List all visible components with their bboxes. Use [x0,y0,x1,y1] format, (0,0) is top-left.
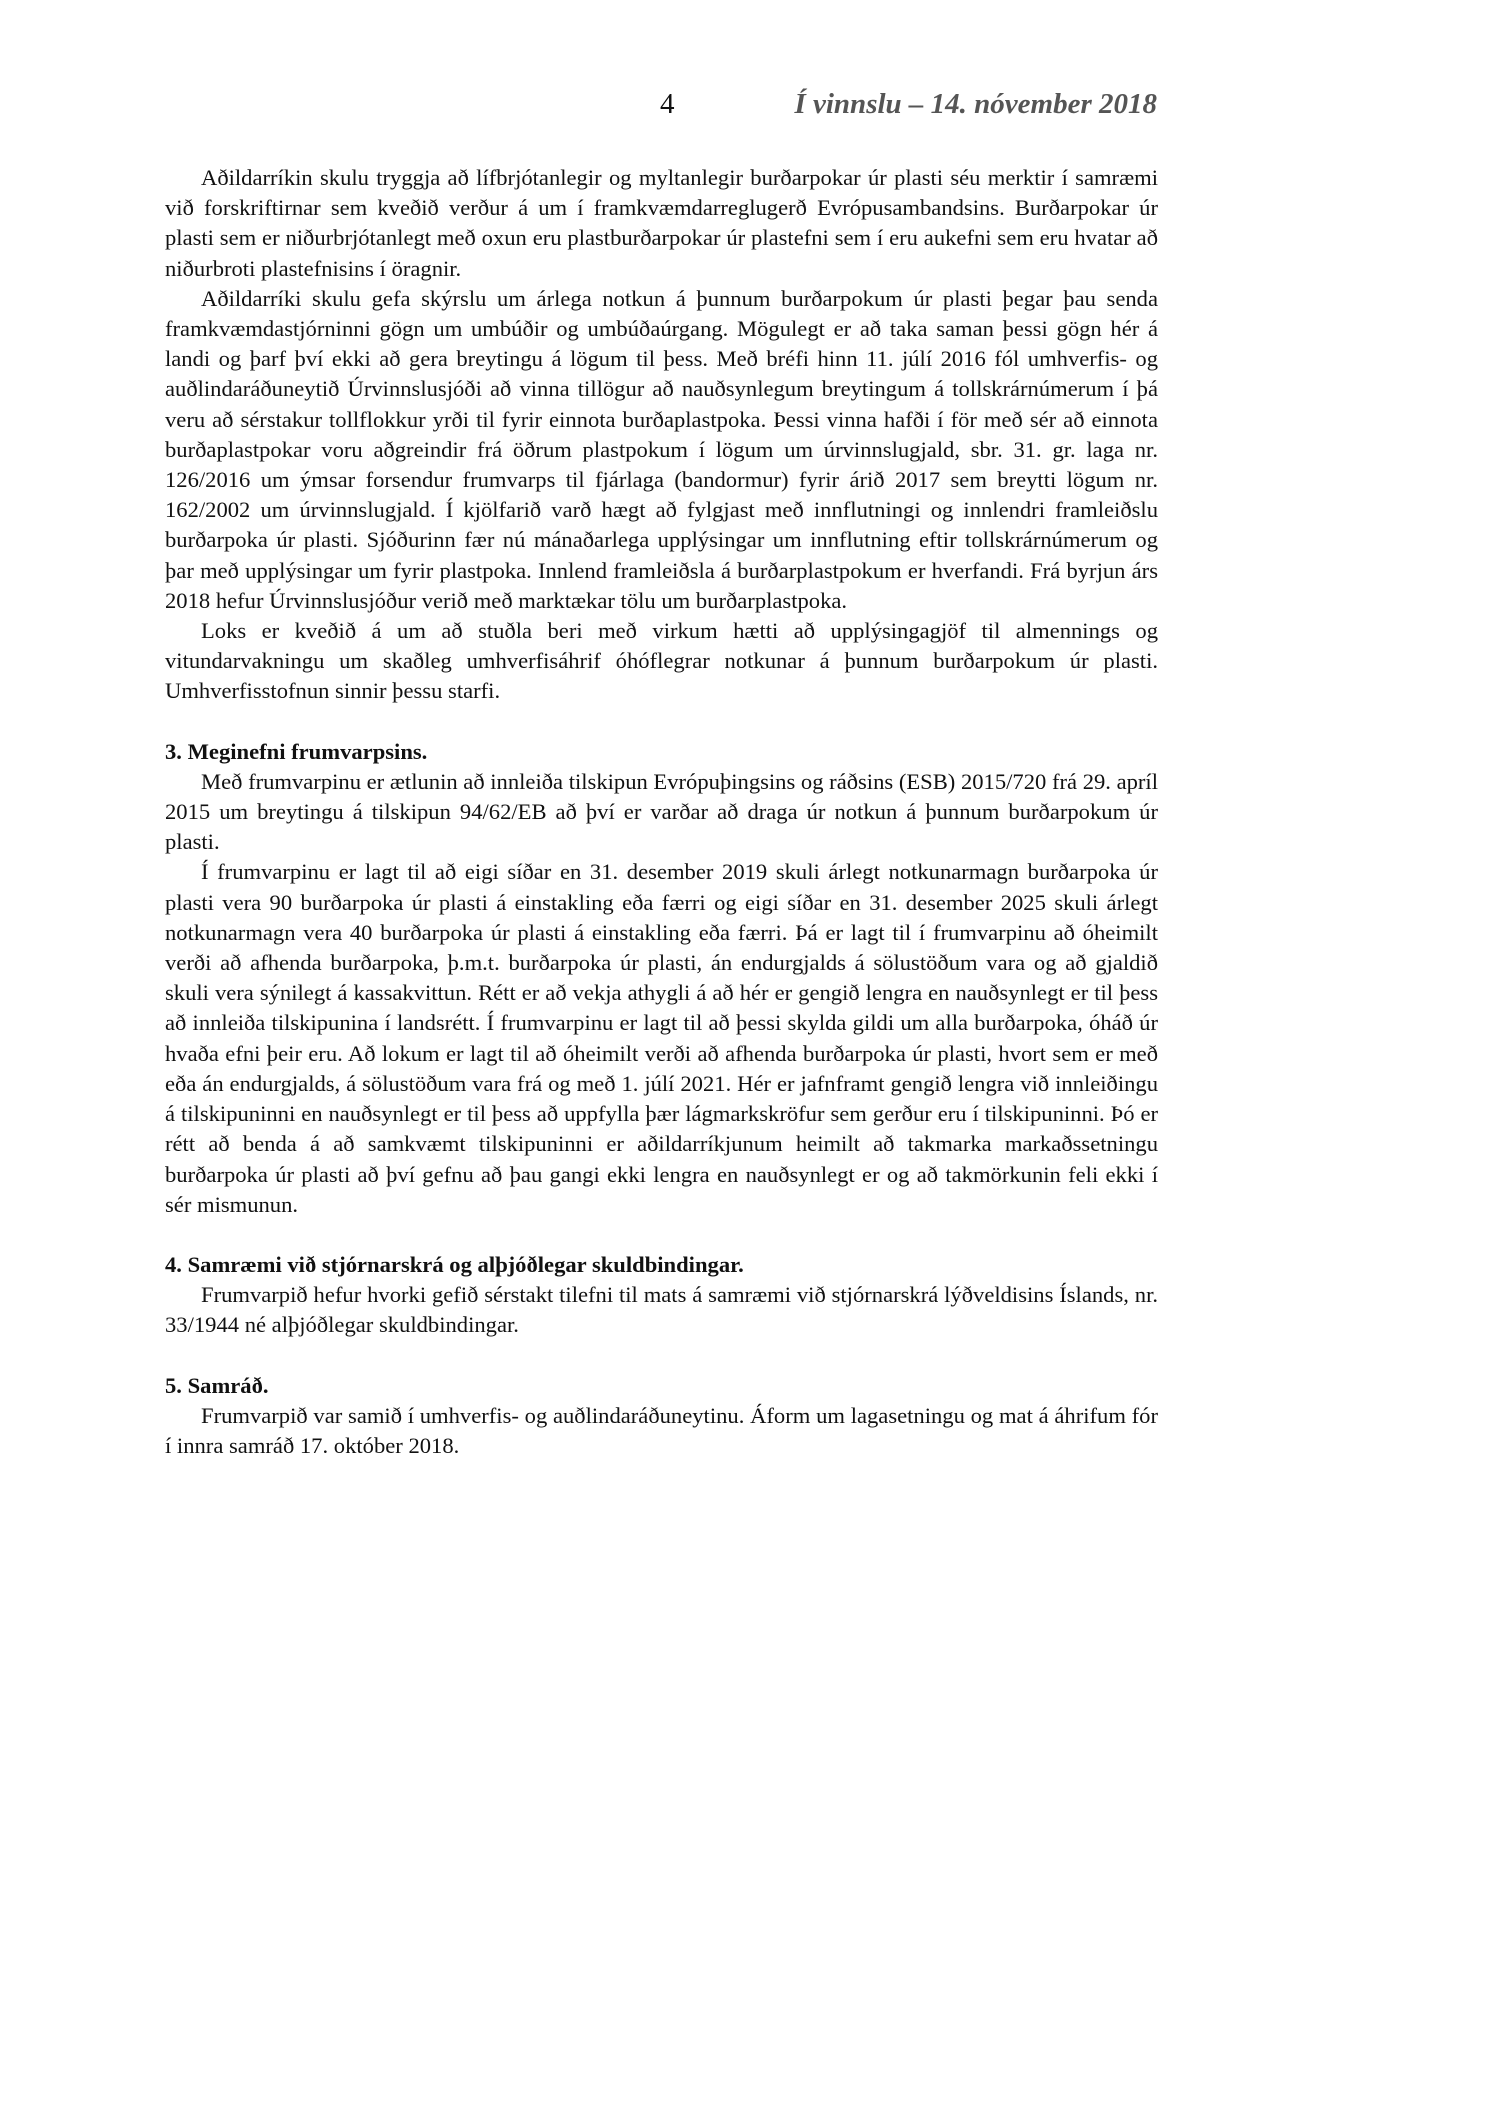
page-number: 4 [660,88,675,120]
section-heading-3: 3. Meginefni frumvarpsins. [165,738,428,764]
paragraph: Aðildarríkin skulu tryggja að lífbrjótanlegir og myltanlegir burðarpokar úr plasti séu merktir í samræmi við forskriftirnar sem kveðið verður á um í framkvæmdarreglugerð Evrópusambandsins. Burðarpokar úr plasti sem er niðurbrjótanlegt með oxun eru plastburðarpokar úr plastefni sem í eru aukefni sem eru hvatar að niðurbroti plastefnisins í öragnir. [165,165,1158,281]
paragraph: Loks er kveðið á um að stuðla beri með virkum hætti að upplýsingagjöf til almennings og vitundarvakningu um skaðleg umhverfisáhrif óhóflegrar notkunar á þunnum burðarpokum úr plasti. Umhverfisstofnun sinnir þessu starfi. [165,618,1158,704]
paragraph: Með frumvarpinu er ætlunin að innleiða tilskipun Evrópuþingsins og ráðsins (ESB) 2015/720 frá 29. apríl 2015 um breytingu á tilskipun 94/62/EB að því er varðar að draga úr notkun á þunnum burðarpokum úr plasti. [165,768,1158,855]
document-body [165,163,1158,1461]
section-heading-4: 4. Samræmi við stjórnarskrá og alþjóðlegar skuldbindingar. [165,1251,744,1277]
paragraph: Frumvarpið hefur hvorki gefið sérstakt tilefni til mats á samræmi við stjórnarskrá lýðveldisins Íslands, nr. 33/1944 né alþjóðlegar skuldbindingar. [165,1282,1158,1338]
paragraph: Aðildarríki skulu gefa skýrslu um árlega notkun á þunnum burðarpokum úr plasti þegar þau senda framkvæmdastjórninni gögn um umbúðir og umbúðaúrgang. Mögulegt er að taka saman þessi gögn hér á landi og þarf því ekki að gera breytingu á lögum til þess. Með bréfi hinn 11. júlí 2016 fól umhverfis- og auðlindaráðuneytið Úrvinnslusjóði að vinna tillögur að nauðsynlegum breytingum á tollskrárnúmerum í þá veru að sérstakur tollflokkur yrði til fyrir einnota burðaplastpoka. Þessi vinna hafði í för með sér að einnota burðaplastpokar voru aðgreindir frá öðrum plastpokum í lögum um úrvinnslugjald, sbr. 31. gr. laga nr. 126/2016 um ýmsar forsendur frumvarps til fjárlaga (bandormur) fyrir árið 2017 sem breytti lögum nr. 162/2002 um úrvinnslugjald. Í kjölfarið varð hægt að fylgjast með innflutningi og innlendri framleiðslu burðarpoka úr plasti. Sjóðurinn fær nú mánaðarlega upplýsingar um innflutning eftir tollskrárnúmerum og þar með upplýsingar um fyrir plastpoka. Innlend framleiðsla á burðarplastpokum er hverfandi. Frá byrjun árs 2018 hefur Úrvinnslusjóður verið með marktækar tölu um burðarplastpoka. [165,285,1158,613]
section-heading-5: 5. Samráð. [165,1372,269,1398]
running-title: Í vinnslu – 14. nóvember 2018 [794,88,1157,120]
page-header [0,88,1500,128]
paragraph: Í frumvarpinu er lagt til að eigi síðar en 31. desember 2019 skuli árlegt notkunarmagn burðarpoka úr plasti vera 90 burðarpoka úr plasti á einstakling eða færri og eigi síðar en 31. desember 2025 skuli árlegt notkunarmagn vera 40 burðarpoka úr plasti á einstakling eða færri. Þá er lagt til í frumvarpinu að óheimilt verði að afhenda burðarpoka, þ.m.t. burðarpoka úr plasti, án endurgjalds á sölustöðum vara og að gjaldið skuli vera sýnilegt á kassakvittun. Rétt er að vekja athygli á að hér er gengið lengra en nauðsynlegt er til þess að innleiða tilskipunina í landsrétt. Í frumvarpinu er lagt til að þessi skylda gildi um alla burðarpoka, óháð úr hvaða efni þeir eru. Að lokum er lagt til að óheimilt verði að afhenda burðarpoka úr plasti, hvort sem er með eða án endurgjalds, á sölustöðum vara frá og með 1. júlí 2021. Hér er jafnframt gengið lengra við innleiðingu á tilskipuninni en nauðsynlegt er til þess að uppfylla þær lágmarkskröfur sem gerður eru í tilskipuninni. Þó er rétt að benda á að samkvæmt tilskipuninni er aðildarríkjunum heimilt að takmarka markaðssetningu burðarpoka úr plasti að því gefnu að þau gangi ekki lengra en nauðsynlegt er og að takmörkunin feli ekki í sér mismunun. [165,859,1158,1217]
paragraph: Frumvarpið var samið í umhverfis- og auðlindaráðuneytinu. Áform um lagasetningu og mat á áhrifum fór í innra samráð 17. október 2018. [165,1402,1158,1458]
